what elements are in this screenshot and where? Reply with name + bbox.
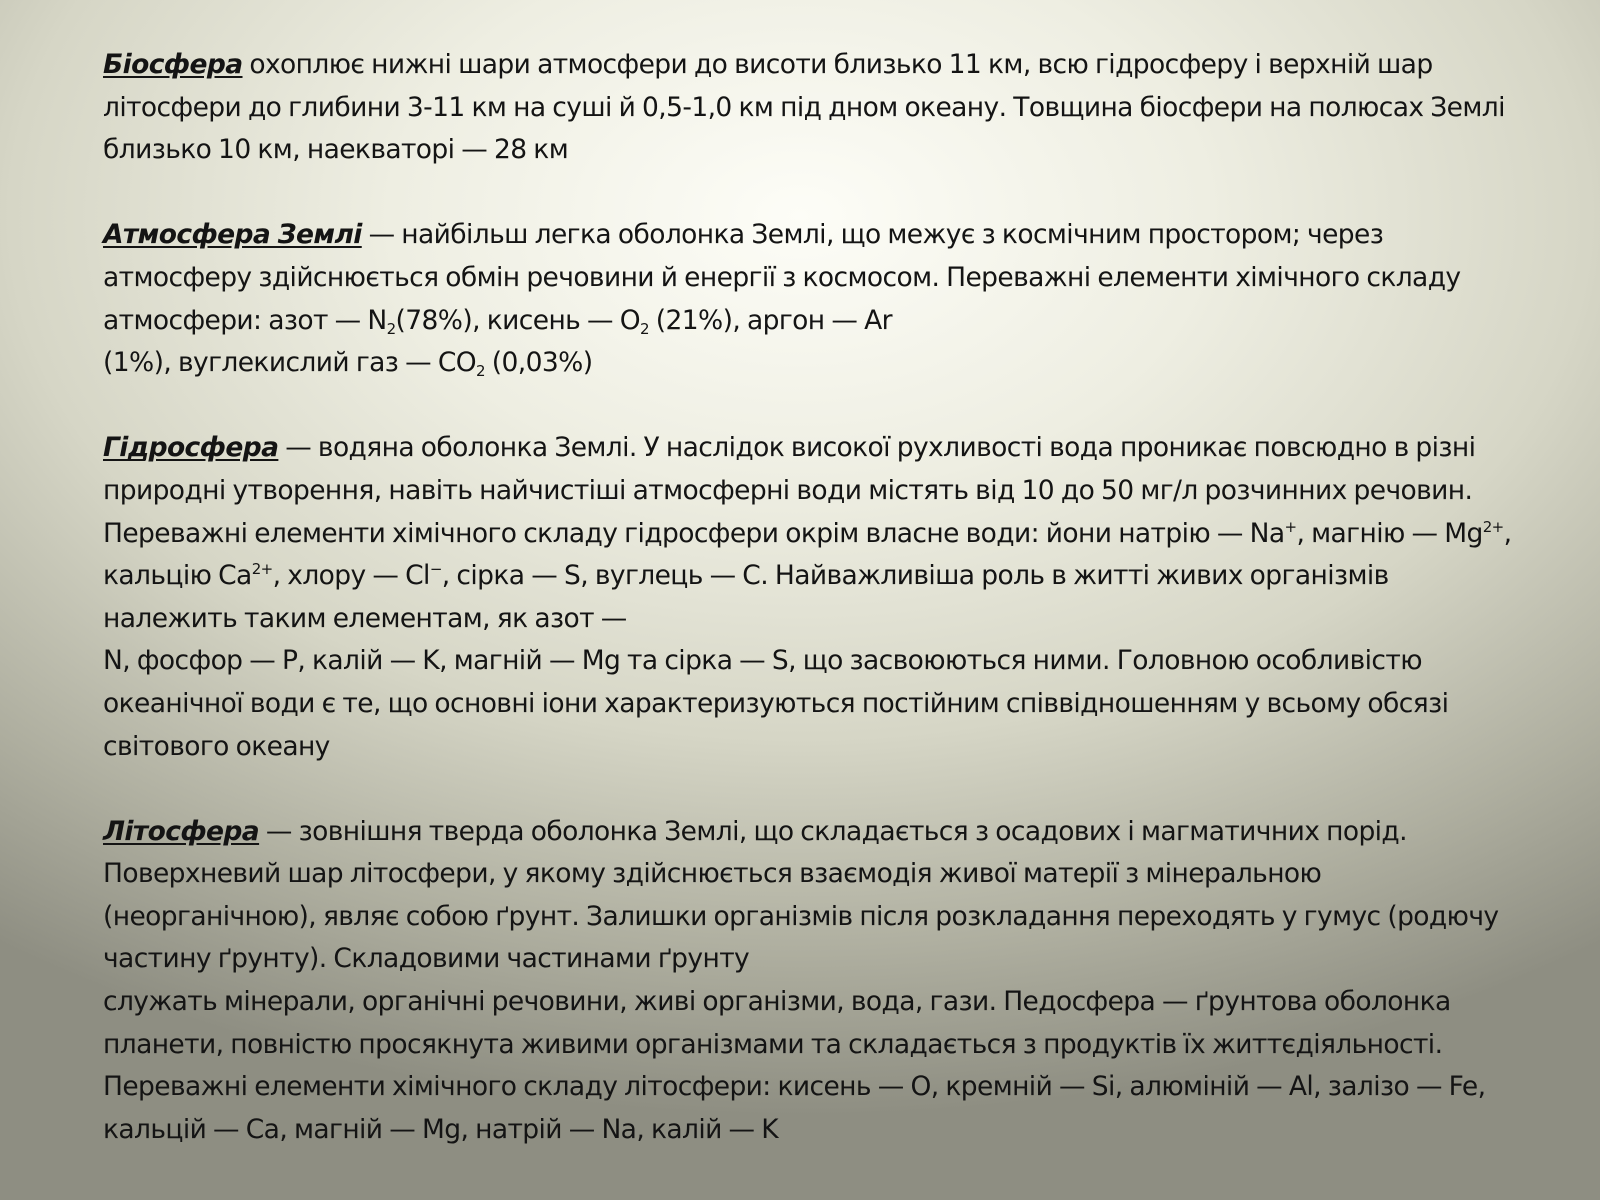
mg-superscript: 2+ [1482, 517, 1504, 536]
ca-superscript: 2+ [251, 560, 273, 579]
n2-subscript: 2 [386, 319, 396, 338]
paragraph-lithosphere-text: — зовнішня тверда оболонка Землі, що складається з осадових і магматичних порід. Поверхневий шар літосфери, у якому здійснюється взаємодія живої матерії з мінеральною (неорганічною), являє собою ґрунт. Залишки організмів після розкладання переходять у гумус (родючу частину ґрунту). Складовими частинами ґрунту [103, 815, 1499, 975]
paragraph-atmosphere-text-e: (0,03%) [484, 347, 593, 379]
paragraph-hydrosphere [103, 427, 1523, 768]
term-lithosphere: Літосфера [103, 815, 260, 847]
term-atmosphere: Атмосфера Землі [103, 219, 362, 251]
term-biosphere: Біосфера [103, 49, 243, 80]
slide-content [103, 44, 1523, 1194]
na-superscript: + [1284, 517, 1297, 536]
co2-subscript: 2 [476, 362, 485, 381]
paragraph-hydrosphere-text-c: , кальцію Ca [103, 517, 1512, 592]
paragraph-biosphere [103, 44, 1523, 172]
o2-subscript: 2 [640, 319, 649, 338]
cl-superscript: − [429, 560, 442, 579]
term-hydrosphere: Гідросфера [103, 432, 279, 464]
paragraph-atmosphere-text-c: (21%), аргон — Ar [648, 304, 892, 336]
paragraph-atmosphere-text-d: (1%), вуглекислий газ — CO [103, 347, 476, 379]
paragraph-atmosphere-text: — найбільш легка оболонка Землі, що межує з космічним простором; через атмосферу здійснюється обмін речовини й енергії з космосом. Переважні елементи хімічного складу атмосфери: азот — N [103, 219, 1461, 336]
paragraph-atmosphere [103, 214, 1523, 384]
paragraph-atmosphere-text-b: (78%), кисень — O [395, 304, 640, 336]
paragraph-hydrosphere-text: — водяна оболонка Землі. У наслідок високої рухливості вода проникає повсюдно в різні природні утворення, навіть найчистіші атмосферні води містять від 10 до 50 мг/л розчинних речовин. Переважні елементи хімічного складу гідросфери окрім власне води: йони натрію — Na [103, 432, 1476, 549]
paragraph-hydrosphere-text-e: , сірка — S, вуглець — C. Найважливіша роль в житті живих організмів належить таким елементам, як азот — [103, 560, 1389, 634]
paragraph-hydrosphere-text-f: N, фосфор — P, калій — K, магній — Mg та сірка — S, що засвоюються ними. Головною особливістю океанічної води є те, що основні іони характеризуються постійним співвідношенням у всьому обсязі світового океану [103, 645, 1449, 762]
paragraph-hydrosphere-text-b: , магнію — Mg [1296, 517, 1483, 549]
paragraph-lithosphere-text-b: служать мінерали, органічні речовини, живі організми, вода, гази. Педосфера — ґрунтова оболонка планети, повністю просякнута живими організмами та складається з продуктів їх життєдіяльності. Переважні елементи хімічного складу літосфери: кисень — O, кремній — Si, алюміній — Al, залізо — Fe, кальцій — Ca, магній — Mg, натрій — Na, калій — K [103, 986, 1486, 1145]
paragraph-hydrosphere-text-d: , хлору — Cl [272, 560, 430, 592]
paragraph-lithosphere [103, 811, 1523, 1152]
paragraph-biosphere-text: охоплює нижні шари атмосфери до висоти близько 11 км, всю гідросферу і верхній шар літосфери до глибини 3-11 км на суші й 0,5-1,0 км під дном океану. Товщина біосфери на полюсах Землі близько 10 км, наекваторі — 28 км [103, 49, 1505, 166]
